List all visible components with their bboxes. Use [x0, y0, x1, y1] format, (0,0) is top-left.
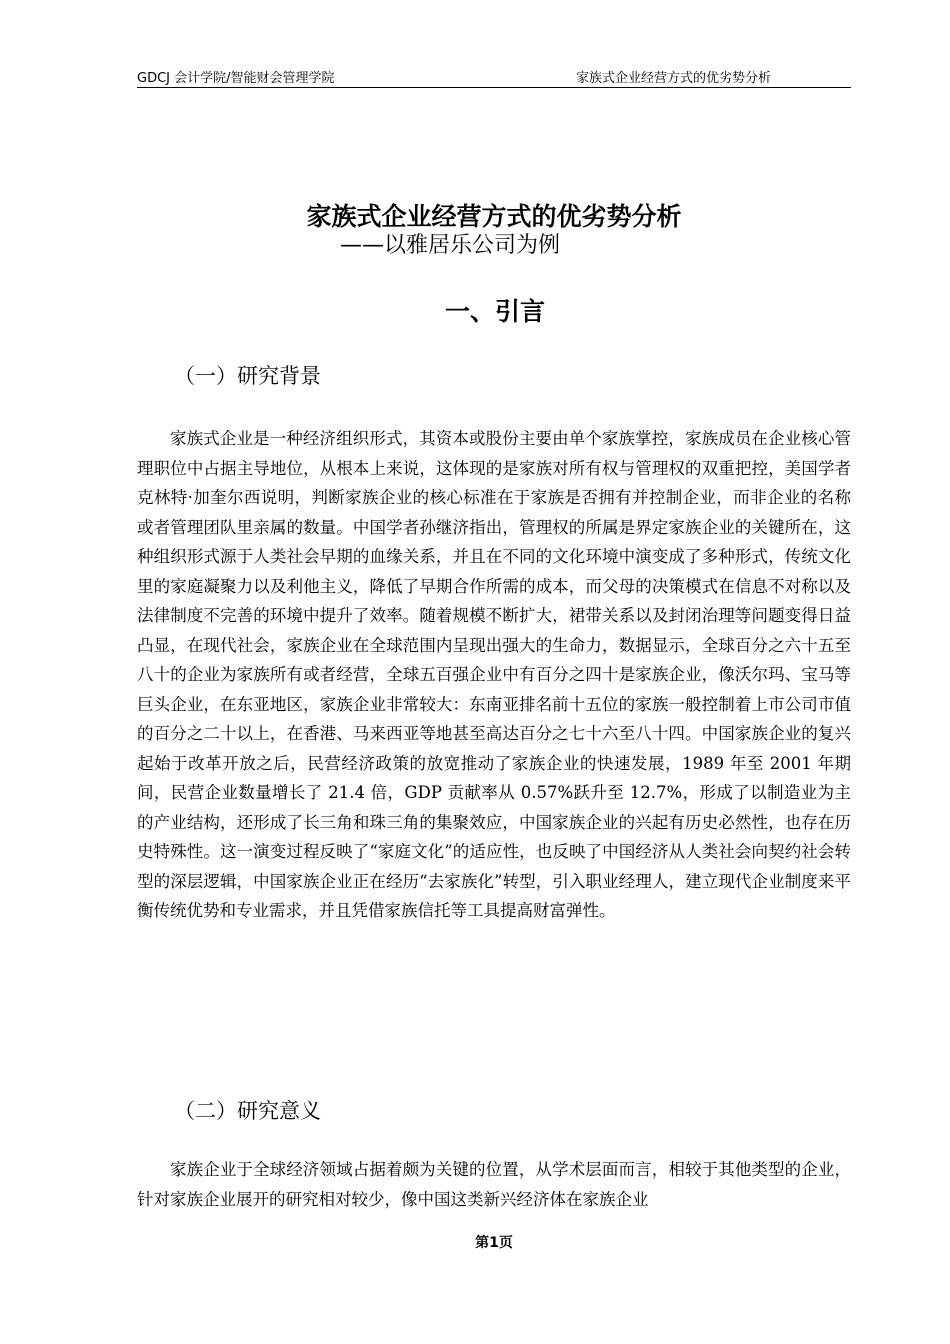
document-title: 家族式企业经营方式的优劣势分析 [306, 202, 682, 231]
section-heading: 一、引言 [444, 297, 545, 326]
header-right-text: 家族式企业经营方式的优劣势分析 [575, 71, 771, 86]
paragraph-background: 家族式企业是一种经济组织形式，其资本或股份主要由单个家族掌控，家族成员在企业核心管理职位中占据主导地位，从根本上来说，这体现的是家族对所有权与管理权的双重把控，美国学者克林特·加奎尔西说明，判断家族企业的核心标准在于家族是否拥有并控制企业，而非企业的名称或者管理团队里亲属的数量。中国学者孙继济指出，管理权的所属是界定家族企业的关键所在，这种组织形式源于人类社会早期的血缘关系，并且在不同的文化环境中演变成了多种形式，传统文化里的家庭凝聚力以及利他主义，降低了早期合作所需的成本，而父母的决策模式在信息不对称以及法律制度不完善的环境中提升了效率。随着规模不断扩大，裙带关系以及封闭治理等问题变得日益凸显，在现代社会，家族企业在全球范围内呈现出强大的生命力，数据显示，全球百分之六十五至八十的企业为家族所有或者经营，全球五百强企业中有百分之四十是家族企业，像沃尔玛、宝马等巨头企业，在东亚地区，家族企业非常较大：东南亚排名前十五位的家族一般控制着上市公司市值的百分之二十以上，在香港、马来西亚等地甚至高达百分之七十六至八十四。中国家族企业的复兴起始于改革开放之后，民营经济政策的放宽推动了家族企业的快速发展，1989 年至 2001 年期间，民营企业数量增长了 21.4 倍，GDP 贡献率从 0.57%跃升至 12.7%，形成了以制造业为主的产业结构，还形成了长三角和珠三角的集聚效应，中国家族企业的兴起有历史必然性，也存在历史特殊性。这一演变过程反映了“家庭文化”的适应性，也反映了中国经济从人类社会向契约社会转型的深层逻辑，中国家族企业正在经历“去家族化”转型，引入职业经理人，建立现代企业制度来平衡传统优势和专业需求，并且凭借家族信托等工具提高财富弹性。 [137, 429, 851, 920]
page-header [137, 67, 851, 88]
page-number: 第1页 [475, 1235, 513, 1251]
subsection-heading-significance: （二）研究意义 [174, 1099, 321, 1123]
subsection-heading-background: （一）研究背景 [174, 364, 321, 388]
paragraph-significance: 家族企业于全球经济领域占据着颇为关键的位置，从学术层面而言，相较于其他类型的企业，针对家族企业展开的研究相对较少，像中国这类新兴经济体在家族企业 [137, 1160, 851, 1209]
document-subtitle: ——以雅居乐公司为例 [339, 233, 560, 258]
header-left-text: GDCJ 会计学院/智能财会管理学院 [137, 71, 335, 86]
